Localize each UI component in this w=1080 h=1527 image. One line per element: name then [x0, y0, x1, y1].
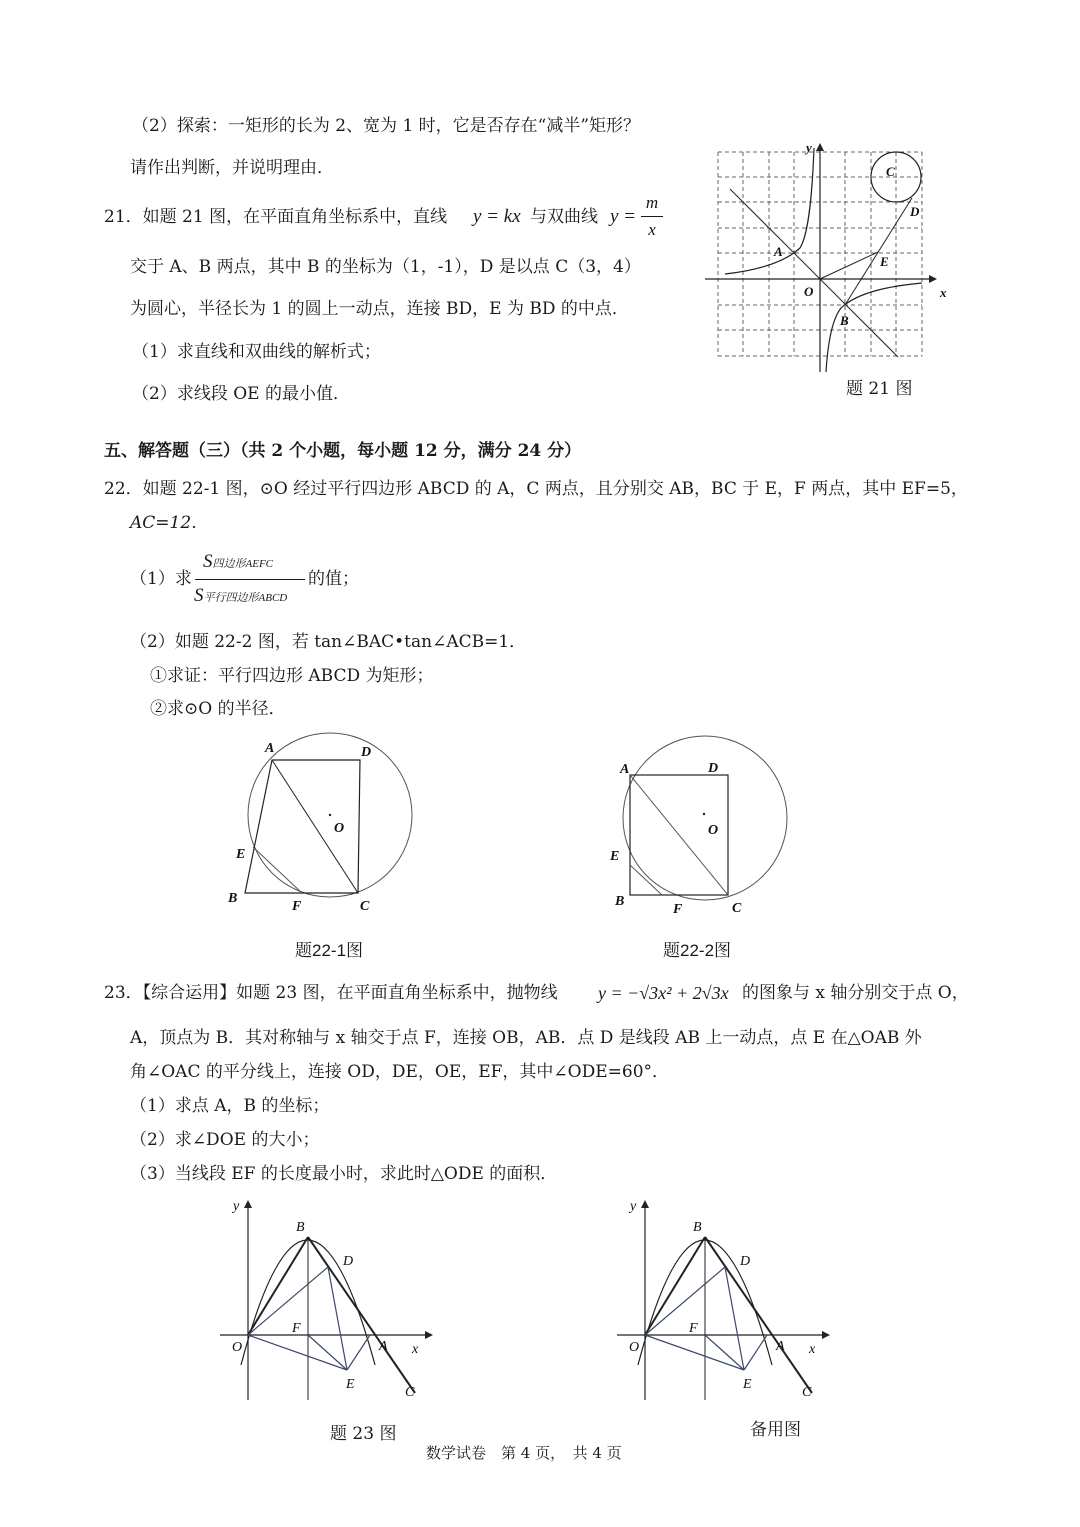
backup-label-a: A — [776, 1339, 785, 1354]
section5-heading: 五、解答题（三）（共 2 个小题，每小题 12 分，满分 24 分） — [104, 441, 582, 461]
fig23-label-d: D — [343, 1254, 354, 1269]
backup-segment-oe — [645, 1335, 744, 1370]
q21-eq2-lhs: y = — [610, 206, 637, 227]
figure-23-backup — [612, 1195, 842, 1405]
fig23-label-f: F — [292, 1321, 301, 1336]
backup-segment-ac — [705, 1237, 812, 1393]
q22-line1: 22．如题 22-1 图，⊙O 经过平行四边形 ABCD 的 A，C 两点，且分别交 AB，BC 于 E，F 两点，其中 EF=5， — [104, 479, 968, 499]
fig23-label-x: x — [412, 1342, 419, 1357]
backup-label-e: E — [743, 1377, 752, 1392]
figure-21 — [700, 140, 960, 380]
fig22-1-label-f: F — [292, 899, 302, 914]
backup-x-arrow — [822, 1331, 830, 1339]
q22-part1-b: 的值； — [308, 569, 359, 589]
backup-label-c: C — [802, 1385, 812, 1400]
fig21-label-o: O — [804, 284, 814, 299]
fig22-2-label-e: E — [610, 849, 620, 864]
backup-label-y: y — [630, 1199, 637, 1214]
q23-part2: （2）求∠DOE 的大小； — [130, 1130, 320, 1150]
figure-22-1 — [220, 730, 430, 920]
fig23-segment-oe — [248, 1335, 347, 1370]
fig21-segment-bd — [845, 198, 912, 305]
q21-part1: （1）求直线和双曲线的解析式； — [132, 342, 381, 362]
fig21-line — [730, 189, 898, 357]
fig23-label-e: E — [346, 1377, 355, 1392]
q21-line1-a: 21．如题 21 图，在平面直角坐标系中，直线 — [104, 207, 448, 227]
q21-line3: 为圆心，半径长为 1 的圆上一动点，连接 BD，E 为 BD 的中点． — [130, 299, 629, 319]
fig23-label-y: y — [233, 1199, 240, 1214]
backup-label-x: x — [809, 1342, 816, 1357]
fig22-2-caption: 题22-2图 — [663, 941, 732, 960]
q22-line2: AC=12． — [130, 513, 209, 533]
fig21-label-y: y — [806, 140, 812, 155]
fig21-label-b: B — [840, 313, 849, 328]
fig22-1-label-a: A — [265, 741, 275, 756]
q23-line2: A，顶点为 B．其对称轴与 x 轴交于点 F，连接 OB，AB．点 D 是线段 AB 上一动点，点 E 在△OAB 外 — [130, 1028, 922, 1048]
fig22-1-label-e: E — [236, 847, 246, 862]
q22-part2-i: ①求证：平行四边形 ABCD 为矩形； — [150, 666, 434, 686]
fig23-segment-ac — [308, 1237, 415, 1393]
q23-part3: （3）当线段 EF 的长度最小时，求此时△ODE 的面积． — [130, 1164, 558, 1184]
q22-part2: （2）如题 22-2 图，若 tan∠BAC•tan∠ACB=1． — [130, 632, 527, 652]
backup-label-b: B — [693, 1220, 702, 1235]
page-footer: 数学试卷 第 4 页， 共 4 页 — [426, 1444, 622, 1462]
fig21-caption: 题 21 图 — [846, 379, 913, 399]
fig22-2-segment-ef — [630, 865, 662, 895]
fig21-label-x: x — [940, 285, 947, 300]
backup-segment-od — [645, 1267, 725, 1335]
fig22-1-diagonal-ac — [272, 760, 358, 893]
backup-label-o: O — [629, 1340, 640, 1355]
fig23-label-c: C — [405, 1385, 415, 1400]
fig21-label-d: D — [910, 204, 920, 219]
fig21-x-arrow — [929, 275, 937, 283]
q22-frac-den: S平行四边形ABCD — [194, 585, 288, 606]
fig22-2-circle — [623, 736, 787, 900]
fig21-label-e: E — [880, 254, 889, 269]
backup-label-f: F — [689, 1321, 698, 1336]
q22-frac-bar — [195, 579, 305, 580]
fig23-segment-ae — [347, 1335, 370, 1370]
fig22-1-center-dot — [329, 814, 331, 816]
fig22-2-center-dot — [703, 813, 705, 815]
q22-part1-a: （1）求 — [130, 569, 192, 589]
fig23-segment-de — [328, 1267, 347, 1370]
q21-line2: 交于 A、B 两点，其中 B 的坐标为（1，-1），D 是以点 C（3，4） — [130, 257, 641, 277]
fig23-caption: 题 23 图 — [330, 1424, 397, 1444]
figure-23 — [215, 1195, 445, 1405]
fig21-label-c: C — [886, 164, 895, 179]
fig22-2-label-b: B — [615, 894, 625, 909]
fig22-1-label-o: O — [334, 821, 345, 836]
q23-part1: （1）求点 A，B 的坐标； — [130, 1096, 330, 1116]
q20-part2-cont: 请作出判断，并说明理由． — [130, 158, 334, 178]
q21-line1-b: 与双曲线 — [530, 207, 598, 227]
fig22-2-label-a: A — [620, 762, 630, 777]
backup-segment-ae — [744, 1335, 767, 1370]
fig22-1-segment-ef — [253, 847, 302, 893]
q21-eq2-num: m — [645, 193, 659, 212]
backup-label-d: D — [740, 1254, 751, 1269]
figure-22-2 — [600, 730, 810, 920]
fig21-y-arrow — [816, 143, 824, 151]
fig23-label-o: O — [232, 1340, 243, 1355]
fig22-2-label-d: D — [708, 761, 719, 776]
q20-part2: （2）探索：一矩形的长为 2、宽为 1 时，它是否存在“减半”矩形？ — [132, 116, 641, 136]
q21-part2: （2）求线段 OE 的最小值． — [132, 384, 350, 404]
q23-line3: 角∠OAC 的平分线上，连接 OD，DE，OE，EF，其中∠ODE=60°． — [130, 1062, 670, 1082]
backup-y-arrow — [641, 1200, 649, 1208]
q23-eq: y = −√3x² + 2√3x — [598, 983, 729, 1003]
q21-eq2-bar — [641, 216, 663, 217]
q22-frac-num: S四边形AEFC — [203, 551, 273, 572]
fig23-backup-caption: 备用图 — [750, 1420, 801, 1440]
q23-line1-a: 23．【综合运用】如题 23 图，在平面直角坐标系中，抛物线 — [104, 983, 558, 1003]
fig22-2-label-f: F — [673, 902, 683, 917]
backup-segment-de — [725, 1267, 744, 1370]
fig21-label-a: A — [774, 244, 783, 259]
fig23-label-b: B — [296, 1220, 305, 1235]
fig23-label-a: A — [379, 1339, 388, 1354]
fig22-1-label-b: B — [228, 891, 238, 906]
q22-part2-ii: ②求⊙O 的半径． — [150, 699, 286, 719]
q23-line1-b: 的图象与 x 轴分别交于点 O， — [742, 983, 969, 1003]
fig23-segment-od — [248, 1267, 328, 1335]
fig22-2-label-c: C — [732, 901, 742, 916]
fig23-x-arrow — [425, 1331, 433, 1339]
fig23-y-arrow — [244, 1200, 252, 1208]
fig22-2-label-o: O — [708, 823, 719, 838]
fig22-1-caption: 题22-1图 — [295, 941, 364, 960]
q21-eq1: y = kx — [473, 206, 521, 227]
fig22-1-label-d: D — [361, 745, 372, 760]
fig22-1-label-c: C — [360, 899, 370, 914]
q21-eq2-den: x — [648, 220, 656, 239]
